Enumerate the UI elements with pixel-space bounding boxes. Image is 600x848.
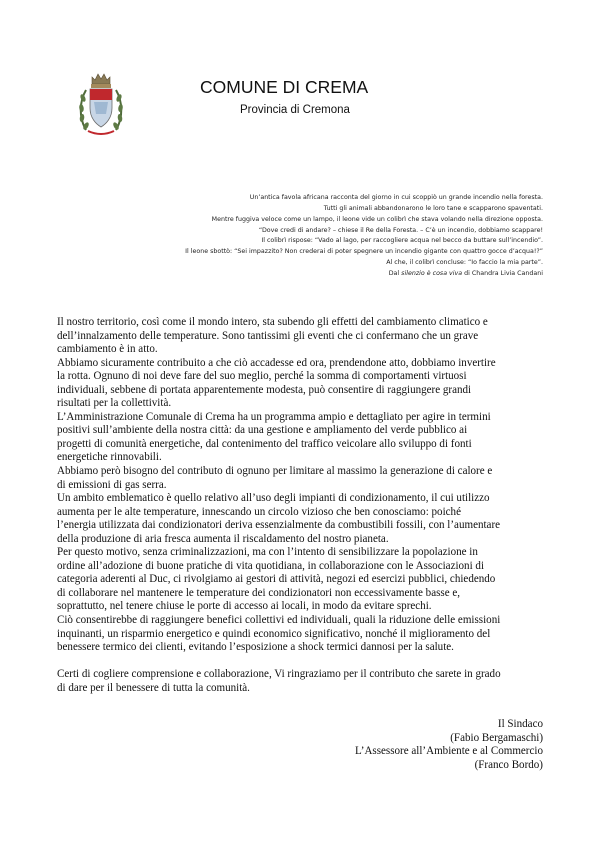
fable-line: Un’antica favola africana racconta del giorno in cui scoppiò un grande incendio nella foresta. bbox=[249, 194, 543, 201]
body-line: Abbiamo però bisogno del contributo di ognuno per limitare al massimo la generazione di calore e bbox=[57, 465, 493, 478]
body-line: aumenta per le alte temperature, innescando un circolo vizioso che ben conosciamo: poiché bbox=[57, 505, 461, 518]
body-line: soprattutto, nel tenere chiuse le porte di accesso ai locali, in modo da evitare sprechi. bbox=[57, 600, 432, 613]
signature-name-mayor: (Fabio Bergamaschi) bbox=[450, 731, 543, 744]
crema-coat-of-arms-icon bbox=[78, 68, 124, 138]
closing-line: Certi di cogliere comprensione e collaborazione, Vi ringraziamo per il contributo che sarete in grado bbox=[57, 668, 501, 681]
page-title: COMUNE DI CREMA bbox=[200, 77, 369, 97]
signature-block bbox=[243, 718, 543, 772]
page-subtitle: Provincia di Cremona bbox=[240, 104, 350, 116]
body-line: della produzione di aria fresca aumenta il riscaldamento del nostro pianeta. bbox=[57, 532, 389, 545]
fable-line: Mentre fuggiva veloce come un lampo, il leone vide un colibrì che stava volando nella direzione opposta. bbox=[211, 215, 543, 223]
letter-body bbox=[57, 316, 557, 695]
fable-line: Al che, il colibrì concluse: “Io faccio la mia parte”. bbox=[386, 259, 543, 267]
fable-source-prefix: Dal bbox=[388, 269, 402, 277]
body-line: progetti di comunità energetiche, dal contenimento del traffico veicolare allo sviluppo di fonti bbox=[57, 437, 472, 450]
body-line: inquinanti, un risparmio energetico e quindi economico significativo, nonché il miglioramento del bbox=[57, 627, 491, 640]
body-line: cambiamento è in atto. bbox=[57, 343, 158, 356]
paragraph-gap bbox=[57, 655, 557, 669]
signature-name-assessor: (Franco Bordo) bbox=[474, 758, 543, 771]
fable-source bbox=[83, 269, 543, 280]
signature-role-mayor: Il Sindaco bbox=[497, 718, 543, 730]
body-line: di emissioni di gas serra. bbox=[57, 478, 167, 491]
body-line: categoria aderenti al Duc, ci rivolgiamo ai gestori di attività, negozi ed esercizi pubblici, chiedendo bbox=[57, 573, 496, 586]
body-line: Abbiamo sicuramente contribuito a che ciò accadesse ed ora, prendendone atto, dobbiamo invertire bbox=[57, 356, 496, 369]
body-line: Il nostro territorio, così come il mondo intero, sta subendo gli effetti del cambiamento climatico e bbox=[57, 316, 488, 328]
body-line: positivi sull’ambiente della nostra città: da una gestione e ampliamento del verde pubblico ai bbox=[57, 424, 468, 437]
body-line: risultati per la collettività. bbox=[57, 397, 172, 410]
body-line: dell’innalzamento delle temperature. Sono tantissimi gli eventi che ci confermano che un grave bbox=[57, 329, 479, 342]
fable-line: Tutti gli animali abbandonarono le loro tane e scapparono spaventati. bbox=[323, 204, 543, 212]
body-line: Ciò consentirebbe di raggiungere benefici collettivi ed individuali, quali la riduzione delle emissioni bbox=[57, 614, 501, 627]
body-line: benessere termico dei clienti, evitando l’esposizione a shock termici dannosi per la salute. bbox=[57, 641, 454, 654]
fable-source-author: di Chandra Livia Candani bbox=[462, 269, 543, 277]
body-line: Un ambito emblematico è quello relativo all’uso degli impianti di condizionamento, il cui utilizzo bbox=[57, 492, 490, 505]
fable-line: Il colibrì rispose: “Vado al lago, per raccogliere acqua nel becco da buttare sull’incendio”. bbox=[261, 237, 543, 245]
fable-quote bbox=[83, 193, 543, 280]
body-line: la rotta. Ognuno di noi deve fare del suo meglio, perché la somma di comportamenti virtuosi bbox=[57, 370, 467, 383]
fable-line: “Dove credi di andare? – chiese il Re della Foresta. – C’è un incendio, dobbiamo scappare! bbox=[258, 226, 543, 234]
signature-role-assessor: L’Assessore all’Ambiente e al Commercio bbox=[355, 745, 543, 758]
body-line: individuali, sebbene di portata apparentemente modesta, può consentire di raggiungere grandi bbox=[57, 383, 472, 396]
fable-line: Il leone sbottò: “Sei impazzito? Non crederai di poter spegnere un incendio gigante con quattro gocce d’acqua!?” bbox=[185, 248, 543, 256]
body-line: ordine all’adozione di buone pratiche di vita quotidiana, in collaborazione con le Associazioni di bbox=[57, 559, 485, 572]
fable-source-title: silenzio è cosa viva bbox=[401, 269, 463, 277]
body-line: Per questo motivo, senza criminalizzazioni, ma con l’intento di sensibilizzare la popolazione in bbox=[57, 546, 478, 559]
body-line: l’energia utilizzata dai condizionatori deriva essenzialmente da combustibili fossili, con l’aumentare bbox=[57, 519, 501, 532]
body-line: di collaborare nel mantenere le temperature dei condizionatori non eccessivamente basse e, bbox=[57, 586, 461, 599]
closing-line: di dare per il benessere di tutta la comunità. bbox=[57, 681, 250, 694]
body-line: energetiche rinnovabili. bbox=[57, 451, 162, 464]
body-line: L’Amministrazione Comunale di Crema ha un programma ampio e dettagliato per agire in termini bbox=[57, 410, 491, 423]
